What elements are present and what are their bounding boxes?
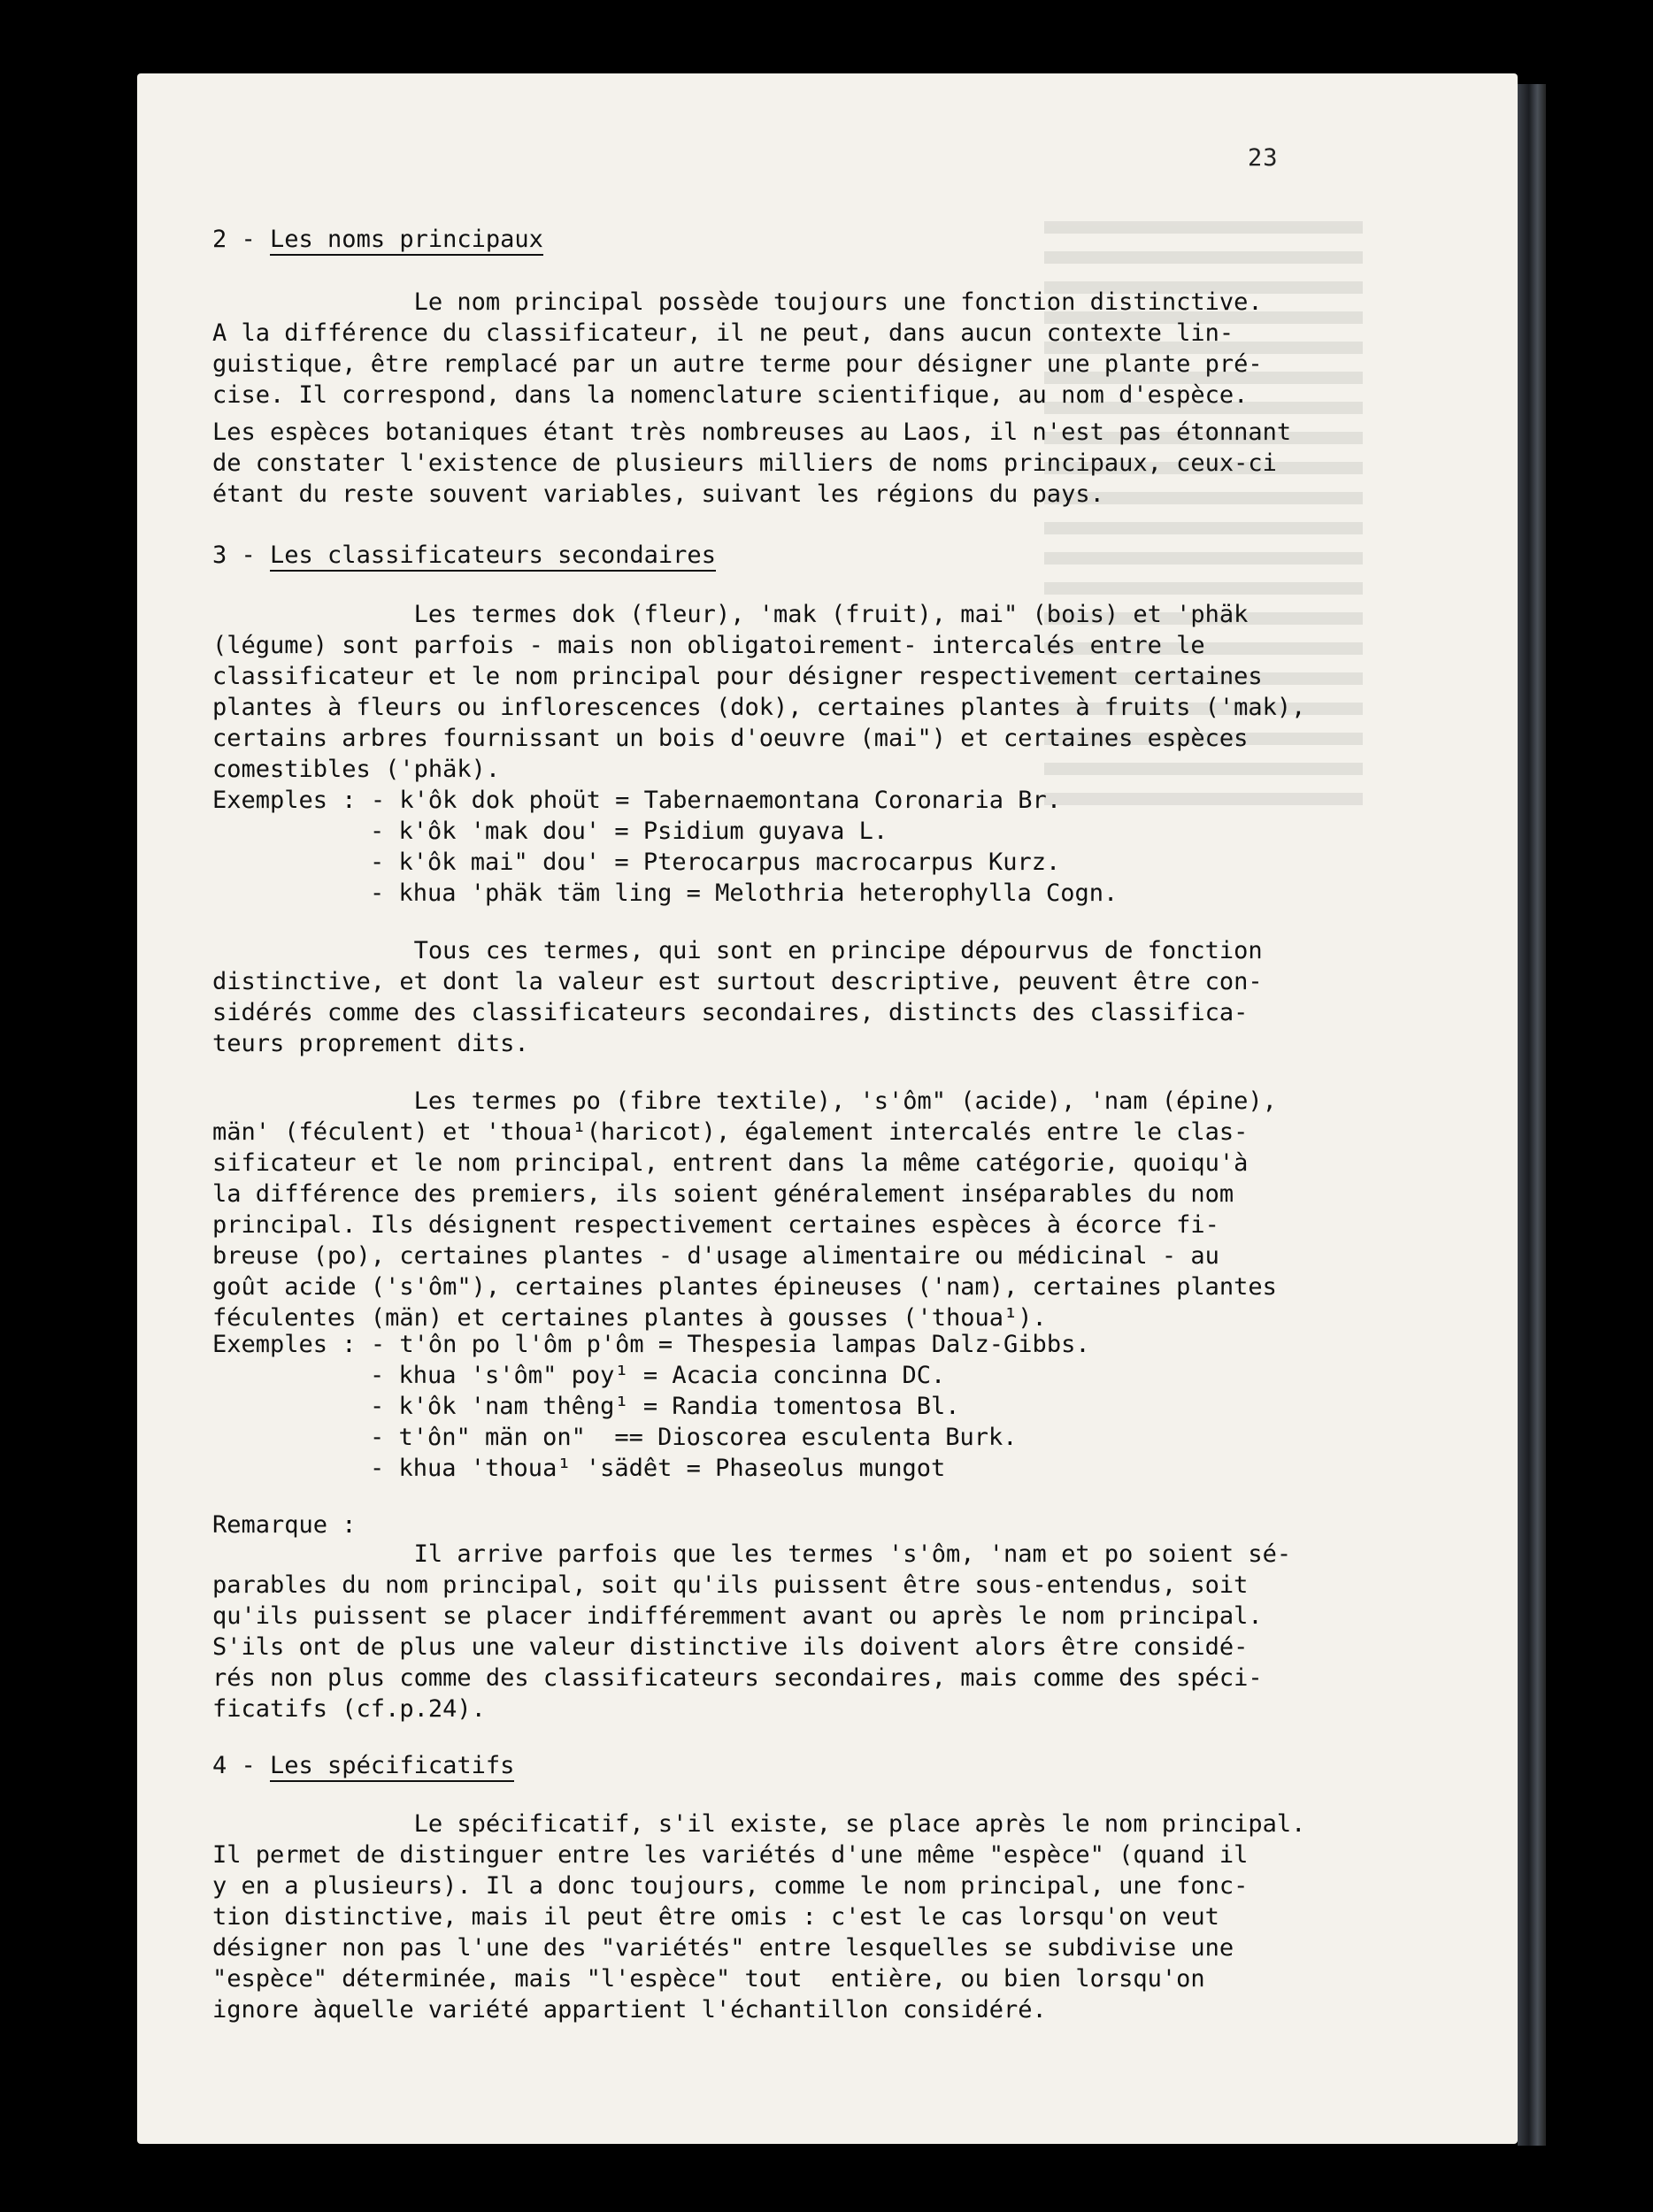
text-line: la différence des premiers, ils soient généralement inséparables du nom (212, 1180, 1234, 1208)
text-line: Il permet de distinguer entre les variétés d'une même "espèce" (quand il (212, 1841, 1249, 1869)
text-line: distinctive, et dont la valeur est surtout descriptive, peuvent être con- (212, 968, 1263, 995)
example-item: - k'ôk 'mak dou' = Psidium guyava L. (370, 818, 888, 845)
text-line: cise. Il correspond, dans la nomenclature scientifique, au nom d'espèce. (212, 381, 1249, 409)
examples-block-1 (212, 785, 1363, 909)
text-line: sificateur et le nom principal, entrent dans la même catégorie, quoiqu'à (212, 1149, 1249, 1177)
text-line: "espèce" déterminée, mais "l'espèce" tout entière, ou bien lorsqu'on (212, 1965, 1205, 1993)
example-item: - k'ôk 'nam thêng¹ = Randia tomentosa Bl. (370, 1393, 960, 1420)
section-4-heading (212, 1752, 514, 1779)
text-line: classificateur et le nom principal pour désigner respectivement certaines (212, 663, 1263, 690)
section-2-title: Les noms principaux (270, 226, 543, 256)
remarque-label: Remarque : (212, 1511, 357, 1539)
text-line: ficatifs (cf.p.24). (212, 1695, 486, 1723)
section-4-paragraph (212, 1809, 1363, 2025)
section-2-number: 2 - (212, 226, 271, 253)
section-4-title: Les spécificatifs (270, 1752, 514, 1782)
section-4-number: 4 - (212, 1752, 271, 1779)
text-line: Les termes po (fibre textile), 's'ôm" (acide), 'nam (épine), (212, 1087, 1277, 1115)
example-item: - t'ôn po l'ôm p'ôm = Thespesia lampas Dalz-Gibbs. (370, 1331, 1090, 1358)
example-item: - khua 's'ôm" poy¹ = Acacia concinna DC. (370, 1362, 946, 1389)
book-binding-edge (1518, 84, 1546, 2146)
section-3-title: Les classificateurs secondaires (270, 541, 716, 572)
text-line: goût acide ('s'ôm"), certaines plantes épineuses ('nam), certaines plantes (212, 1273, 1277, 1301)
examples-block-2 (212, 1329, 1363, 1484)
text-line: tion distinctive, mais il peut être omis : c'est le cas lorsqu'on veut (212, 1903, 1219, 1931)
text-line: män' (féculent) et 'thoua¹(haricot), également intercalés entre le clas- (212, 1118, 1249, 1146)
remarque-paragraph (212, 1539, 1363, 1724)
text-line: Il arrive parfois que les termes 's'ôm, 'nam et po soient sé- (212, 1540, 1292, 1568)
text-line: parables du nom principal, soit qu'ils puissent être sous-entendus, soit (212, 1571, 1249, 1599)
text-line: Tous ces termes, qui sont en principe dépourvus de fonction (212, 937, 1263, 964)
section-3-paragraph-1 (212, 599, 1363, 785)
examples-label: Exemples : (212, 787, 371, 814)
example-item: - khua 'phäk täm ling = Melothria heterophylla Cogn. (370, 879, 1119, 907)
text-line: Le spécificatif, s'il existe, se place après le nom principal. (212, 1810, 1306, 1838)
section-2-heading (212, 226, 543, 253)
examples-label: Exemples : (212, 1331, 371, 1358)
text-line: rés non plus comme des classificateurs secondaires, mais comme des spéci- (212, 1664, 1263, 1692)
text-line: ignore àquelle variété appartient l'échantillon considéré. (212, 1996, 1047, 2024)
text-line: S'ils ont de plus une valeur distinctive ils doivent alors être considé- (212, 1633, 1249, 1661)
example-item: - k'ôk mai" dou' = Pterocarpus macrocarpus Kurz. (370, 849, 1061, 876)
text-line: teurs proprement dits. (212, 1030, 529, 1057)
text-line: A la différence du classificateur, il ne peut, dans aucun contexte lin- (212, 319, 1234, 347)
text-line: Les espèces botaniques étant très nombreuses au Laos, il n'est pas étonnant (212, 419, 1292, 446)
text-line: Les termes dok (fleur), 'mak (fruit), mai" (bois) et 'phäk (212, 601, 1249, 628)
page-number: 23 (1248, 144, 1279, 172)
section-3-paragraph-2 (212, 935, 1363, 1059)
text-line: (légume) sont parfois - mais non obligatoirement- intercalés entre le (212, 632, 1205, 659)
section-2-paragraph-2 (212, 417, 1363, 510)
text-line: féculentes (män) et certaines plantes à gousses ('thoua¹). (212, 1304, 1047, 1332)
text-line: étant du reste souvent variables, suivant les régions du pays. (212, 480, 1104, 508)
text-line: plantes à fleurs ou inflorescences (dok), certaines plantes à fruits ('mak), (212, 694, 1306, 721)
section-3-number: 3 - (212, 541, 271, 569)
text-line: guistique, être remplacé par un autre terme pour désigner une plante pré- (212, 350, 1263, 378)
example-item: - k'ôk dok phoüt = Tabernaemontana Coronaria Br. (370, 787, 1062, 814)
text-line: qu'ils puissent se placer indifféremment avant ou après le nom principal. (212, 1602, 1263, 1630)
example-item: - khua 'thoua¹ 'sädêt = Phaseolus mungot (370, 1455, 946, 1482)
text-line: principal. Ils désignent respectivement certaines espèces à écorce fi- (212, 1211, 1219, 1239)
section-2-paragraph-1 (212, 287, 1363, 411)
text-line: sidérés comme des classificateurs secondaires, distincts des classifica- (212, 999, 1249, 1026)
text-line: comestibles ('phäk). (212, 756, 501, 783)
text-line: breuse (po), certaines plantes - d'usage alimentaire ou médicinal - au (212, 1242, 1219, 1270)
example-item: - t'ôn" män on" == Dioscorea esculenta Burk. (370, 1424, 1018, 1451)
text-line: certains arbres fournissant un bois d'oeuvre (mai") et certaines espèces (212, 725, 1249, 752)
section-3-heading (212, 541, 716, 569)
text-line: désigner non pas l'une des "variétés" entre lesquelles se subdivise une (212, 1934, 1234, 1962)
text-line: de constater l'existence de plusieurs milliers de noms principaux, ceux-ci (212, 449, 1277, 477)
section-3-paragraph-3 (212, 1086, 1363, 1333)
text-line: y en a plusieurs). Il a donc toujours, comme le nom principal, une fonc- (212, 1872, 1249, 1900)
text-line: Le nom principal possède toujours une fonction distinctive. (212, 288, 1263, 316)
